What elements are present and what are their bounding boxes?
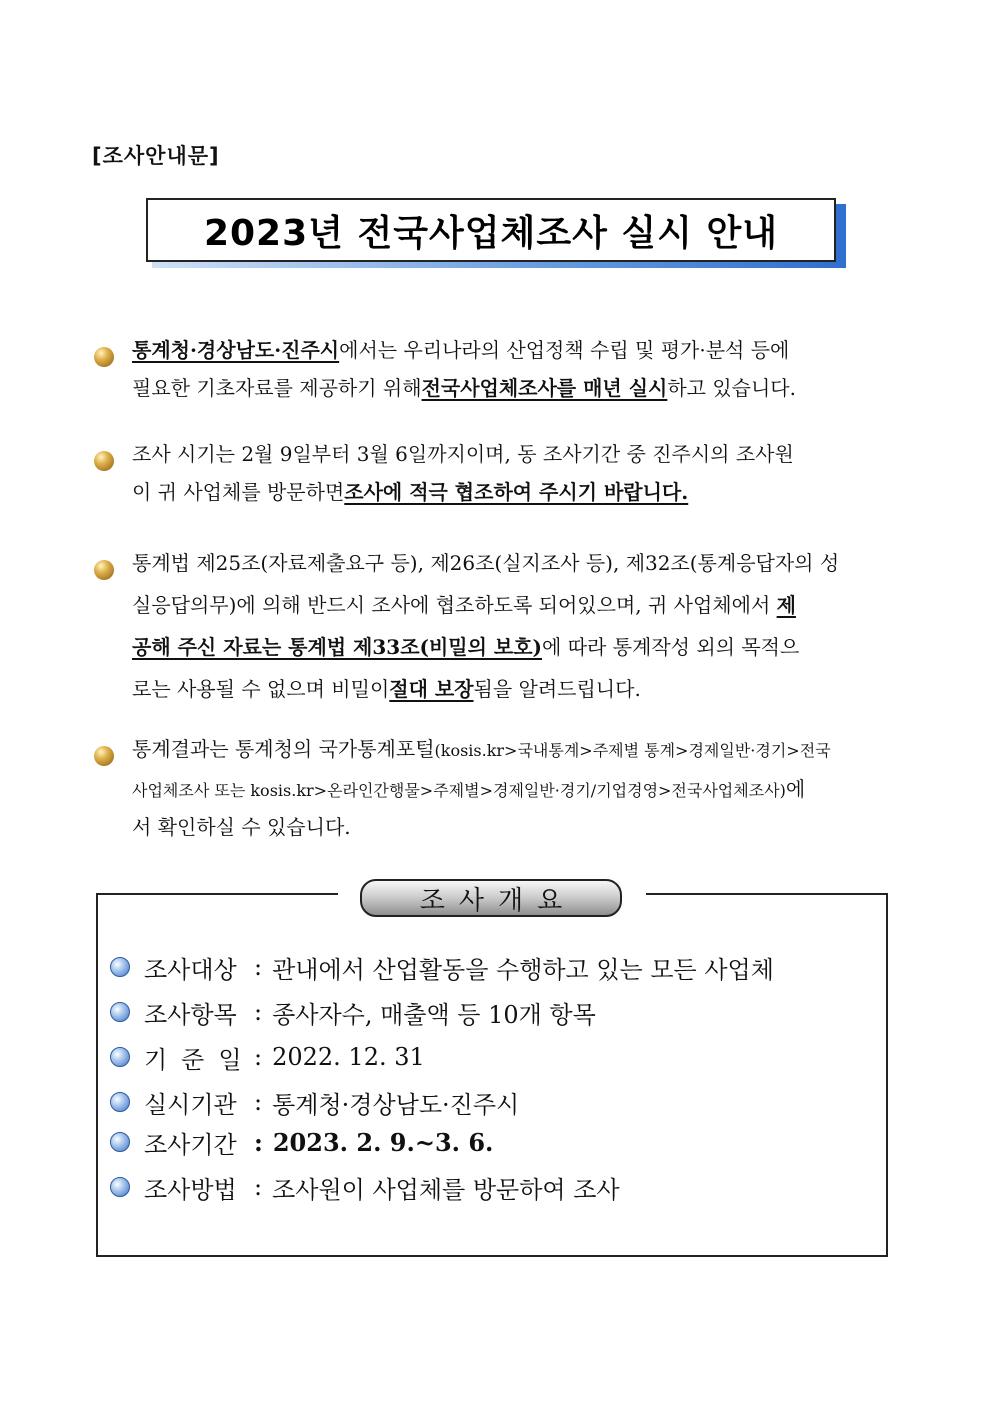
emphasis-text: 공해 주신 자료는 통계법 제33조(비밀의 보호) [132,635,543,659]
blue-bullet-icon [110,1177,130,1197]
overview-heading-text: 조사개요 [419,885,577,916]
overview-separator: : [254,953,263,981]
overview-item-value: 2022. 12. 31 [272,1043,425,1071]
overview-separator: : [254,1173,263,1201]
body-text: 에 따라 통계작성 외의 목적으 [542,635,800,659]
body-text: 하고 있습니다. [667,376,796,400]
overview-item [110,1087,519,1117]
emphasis-text: 통계청·경상남도·진주시 [132,338,340,362]
overview-separator: : [254,998,263,1026]
overview-item-key: 조사항목 [144,1000,237,1029]
overview-item-value: 관내에서 산업활동을 수행하고 있는 모든 사업체 [272,955,774,984]
overview-separator: : [254,1088,263,1116]
blue-bullet-icon [110,1132,130,1152]
paragraph-line [132,675,896,703]
page-title: 2023년 전국사업체조사 실시 안내 [203,212,779,254]
gold-bullet-icon [94,347,114,367]
paragraph-line [132,478,896,506]
overview-item [110,997,596,1027]
body-text: 실응답의무)에 의해 반드시 조사에 협조하도록 되어있으며, 귀 사업체에서 [132,593,777,617]
body-text: 에서는 우리나라의 산업정책 수립 및 평가·분석 등에 [339,338,790,362]
overview-item-value: 종사자수, 매출액 등 10개 항목 [272,1000,596,1029]
overview-separator: : [254,1043,263,1071]
emphasis-text: 전국사업체조사를 매년 실시 [421,376,668,400]
paragraph-line [132,775,896,805]
portal-path-text: (kosis.kr>국내통계>주제별 통계>경제일반·경기>전국 [434,741,831,760]
overview-separator: : [254,1127,263,1157]
blue-bullet-icon [110,957,130,977]
body-text: 이 귀 사업체를 방문하면 [132,480,345,504]
portal-path-text: 사업체조사 또는 kosis.kr>온라인간행물>주제별>경제일반·경기/기업경영>전국사업체조사) [132,781,786,800]
overview-item [110,1127,493,1157]
emphasis-text: 절대 보장 [389,677,474,701]
title-box [146,198,836,262]
overview-item-key: 조사방법 [144,1175,237,1204]
paragraph-line [132,633,896,661]
paragraph-line [132,440,896,468]
paragraph-line [132,549,896,577]
body-text: 조사 시기는 2월 9일부터 3월 6일까지이며, 동 조사기간 중 진주시의 조사원 [132,442,794,466]
gold-bullet-icon [94,746,114,766]
body-text: 서 확인하실 수 있습니다. [132,815,351,839]
emphasis-text: 제 [776,593,796,617]
paragraph-line [132,591,896,619]
overview-item [110,952,774,982]
paragraph-line [132,374,896,402]
gold-bullet-icon [94,451,114,471]
paragraph-line [132,336,896,364]
gold-bullet-icon [94,560,114,580]
body-text: 통계법 제25조(자료제출요구 등), 제26조(실지조사 등), 제32조(통계응답자의 성 [132,551,840,575]
overview-item-key: 실시기관 [144,1090,237,1119]
paragraph-line [132,813,896,841]
body-text: 통계결과는 통계청의 국가통계포털 [132,737,435,761]
overview-item-value: 통계청·경상남도·진주시 [272,1090,520,1119]
paragraph-line [132,735,896,765]
blue-bullet-icon [110,1092,130,1112]
overview-item [110,1172,620,1202]
overview-item-key: 조사대상 [144,955,237,984]
overview-item-value: 조사원이 사업체를 방문하여 조사 [272,1175,620,1204]
overview-item-key: 조사기간 [144,1130,237,1159]
overview-item-value: 2023. 2. 9.~3. 6. [272,1127,494,1157]
body-text: 에 [785,777,806,801]
body-text: 필요한 기초자료를 제공하기 위해 [132,376,422,400]
doc-label: [조사안내문] [92,144,220,168]
blue-bullet-icon [110,1002,130,1022]
overview-item [110,1042,425,1072]
body-text: 됨을 알려드립니다. [473,677,641,701]
overview-item-key: 기준일 [144,1045,256,1074]
overview-heading [360,879,622,917]
body-text: 로는 사용될 수 없으며 비밀이 [132,677,390,701]
emphasis-text: 조사에 적극 협조하여 주시기 바랍니다. [344,480,689,504]
blue-bullet-icon [110,1047,130,1067]
